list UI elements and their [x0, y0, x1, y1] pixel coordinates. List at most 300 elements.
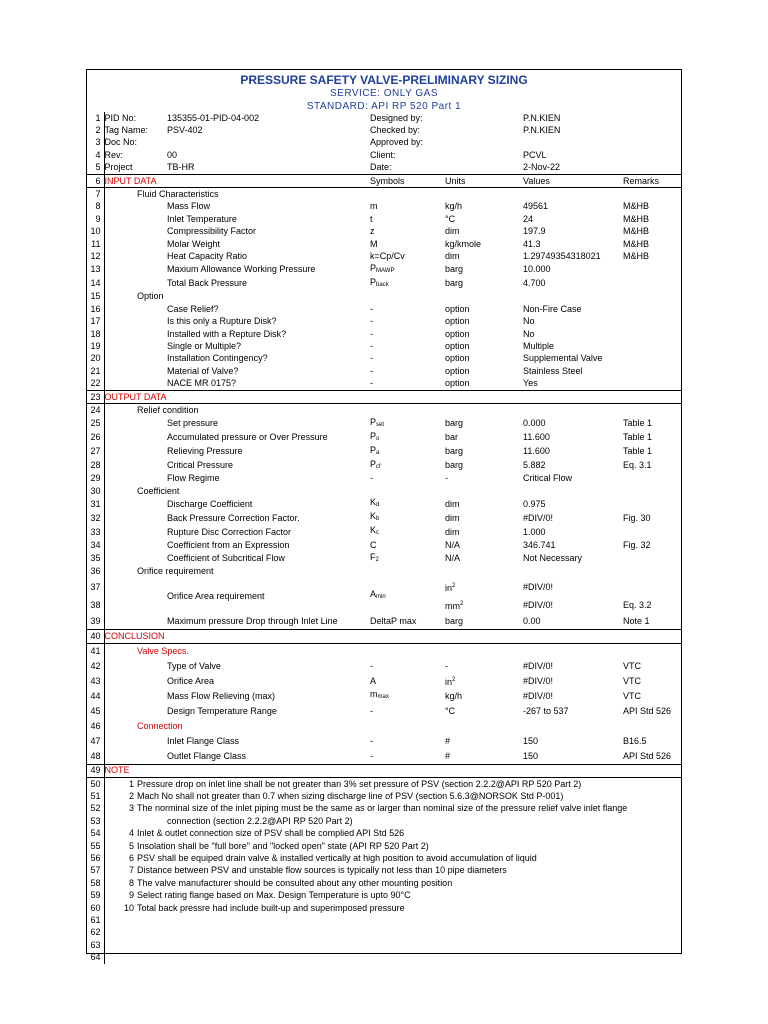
value-cell: Multiple: [523, 340, 555, 351]
col-units: Units: [445, 175, 466, 186]
symbol-cell: -: [370, 340, 374, 351]
indent-cell: [104, 201, 167, 213]
symbol-cell: [370, 578, 445, 614]
unit-cell: dim: [445, 498, 460, 509]
value-cell: #DIV/0!: [523, 675, 554, 686]
col-values: Values: [523, 175, 550, 186]
value-cell: #DIV/0!: [523, 690, 554, 701]
row-number: 40: [86, 630, 104, 643]
note-text: Distance between PSV and unstable flow sources is typically not less than 10 pipe diameters: [137, 865, 507, 876]
symbol-cell: [370, 497, 445, 511]
value-cell: Not Necessary: [523, 553, 583, 564]
unit-cell: N/A: [445, 540, 461, 551]
unit-main: in: [445, 676, 453, 687]
row-number: 32: [86, 511, 104, 525]
note-number: 9: [128, 890, 134, 901]
row-number: 23: [86, 390, 104, 403]
row-number: 26: [86, 431, 104, 445]
indent-cell: [104, 315, 167, 327]
item-label: Total Back Pressure: [167, 278, 248, 289]
unit-cell: [445, 578, 523, 596]
row-number: 7: [86, 188, 104, 201]
row-number: 18: [86, 328, 104, 340]
meta-value: [167, 137, 370, 149]
note-text: PSV shall be equiped drain valve & installed vertically at high position to avoid accumulation of liquid: [137, 852, 537, 863]
value-cell: 1.29749354318021: [523, 250, 601, 261]
indent-cell: [104, 815, 167, 827]
remark-cell: [623, 497, 682, 511]
row-number: 48: [86, 749, 104, 765]
symbol-cell: [370, 445, 445, 459]
symbol-cell: [370, 263, 445, 277]
symbol-main: K: [370, 525, 377, 536]
table-row: [86, 902, 682, 914]
unit-cell: °C: [445, 213, 456, 224]
item-label: Coefficient from an Expression: [167, 540, 290, 551]
note-number: 8: [128, 877, 134, 888]
row-number: 35: [86, 552, 104, 566]
symbol-subscript: b: [376, 516, 380, 523]
unit-cell: bar: [445, 432, 459, 443]
remark-cell: VTC: [623, 675, 642, 686]
row-number: 24: [86, 404, 104, 417]
item-label: Mass Flow Relieving (max): [167, 690, 276, 701]
indent-cell: [104, 485, 137, 497]
table-row: [86, 250, 682, 262]
row-number: 54: [86, 828, 104, 840]
item-label: Rupture Disc Correction Factor: [167, 526, 292, 537]
table-row: [86, 473, 682, 485]
note-number: 7: [128, 865, 134, 876]
item-label: Critical Pressure: [167, 460, 234, 471]
table-row: [86, 340, 682, 352]
group-label: Fluid Characteristics: [137, 189, 219, 200]
indent-cell: [104, 263, 167, 277]
row-number: 63: [86, 939, 104, 951]
table-row: [86, 578, 682, 596]
row-number: 59: [86, 889, 104, 901]
item-label: Accumulated pressure or Over Pressure: [167, 432, 328, 443]
unit-cell: dim: [445, 226, 460, 237]
symbol-main: P: [370, 444, 377, 455]
value-cell: No: [523, 316, 535, 327]
row-number: 31: [86, 497, 104, 511]
indent-cell: [104, 473, 167, 485]
row-number: 34: [86, 539, 104, 551]
table-row: [86, 485, 682, 497]
meta-value: 135355-01-PID-04-002: [167, 112, 260, 123]
symbol-cell: -: [370, 378, 374, 389]
symbol-cell: -: [370, 660, 374, 671]
unit-superscript: 2: [452, 676, 456, 683]
table-row: [86, 213, 682, 225]
unit-cell: barg: [445, 616, 464, 627]
item-label: Case Relief?: [167, 303, 219, 314]
symbol-subscript: a: [376, 449, 380, 456]
remark-cell: [623, 263, 682, 277]
symbol-main: P: [370, 276, 377, 287]
remark-cell: [623, 578, 682, 596]
symbol-subscript: d: [376, 502, 380, 509]
remark-cell: [623, 552, 682, 566]
symbol-main: K: [370, 497, 377, 508]
group-label: Connection: [137, 720, 183, 731]
table-row: [86, 328, 682, 340]
indent-cell: [104, 445, 167, 459]
symbol-cell: A: [370, 675, 377, 686]
unit-cell: #: [445, 750, 451, 761]
remark-cell: M&HB: [623, 226, 650, 237]
item-label: Orifice Area: [167, 675, 215, 686]
row-number: 38: [86, 596, 104, 614]
table-row: [86, 552, 682, 566]
symbol-subscript: c: [376, 530, 380, 537]
unit-cell: option: [445, 328, 470, 339]
symbol-cell: [370, 552, 445, 566]
table-row: [86, 877, 682, 889]
note-number: 6: [128, 852, 134, 863]
table-row: [86, 459, 682, 473]
unit-cell: N/A: [445, 553, 461, 564]
indent-cell: [104, 365, 167, 377]
remark-cell: [623, 377, 682, 390]
remark-cell: [623, 473, 682, 485]
note-text: Total back pressre had include built-up and superimposed pressure: [137, 902, 405, 913]
note-text: Select rating flange based on Max. Design Temperature is upto 90°C: [137, 890, 411, 901]
row-number: 55: [86, 840, 104, 852]
meta-value-2: P.N.KIEN: [523, 112, 561, 123]
remark-cell: Note 1: [623, 616, 650, 627]
note-number: 10: [123, 902, 134, 913]
group-label: Option: [137, 291, 164, 302]
unit-cell: [445, 674, 523, 689]
meta-label: Tag Name:: [104, 125, 149, 136]
item-label: Relieving Pressure: [167, 446, 243, 457]
indent-cell: [104, 578, 167, 596]
row-number: 39: [86, 614, 104, 630]
col-symbols: Symbols: [370, 175, 405, 186]
meta-value-2: 2-Nov-22: [523, 162, 561, 173]
unit-cell: barg: [445, 264, 464, 275]
meta-value-2: PCVL: [523, 149, 547, 160]
sizing-table: [86, 112, 682, 964]
indent-cell: [104, 659, 167, 674]
indent-cell: [104, 552, 167, 566]
value-cell: 197.9: [523, 226, 546, 237]
value-cell: 11.600: [523, 432, 550, 443]
table-row: [86, 659, 682, 674]
meta-label-2: Approved by:: [370, 137, 424, 148]
service-label: SERVICE: ONLY GAS: [330, 88, 438, 99]
row-number: 64: [86, 951, 104, 963]
row-number: 58: [86, 877, 104, 889]
table-row: [86, 840, 682, 852]
symbol-subscript: MAWP: [376, 267, 395, 274]
table-row: [86, 162, 682, 175]
item-label: Discharge Coefficient: [167, 498, 253, 509]
symbol-cell: [370, 431, 445, 445]
row-number: 27: [86, 445, 104, 459]
note-text: Inlet & outlet connection size of PSV shall be complied API Std 526: [137, 828, 405, 839]
row-number: 15: [86, 291, 104, 303]
value-cell: Non-Fire Case: [523, 303, 582, 314]
remark-cell: [623, 340, 682, 352]
remark-cell: [623, 353, 682, 365]
table-row: [86, 927, 682, 939]
indent-cell: [104, 377, 167, 390]
table-row: [86, 417, 682, 431]
meta-value-2: P.N.KIEN: [523, 125, 561, 136]
table-row: [86, 238, 682, 250]
table-row: [86, 643, 682, 659]
unit-cell: kg/h: [445, 690, 463, 701]
row-number: 17: [86, 315, 104, 327]
note-number: 3: [128, 803, 134, 814]
table-row: [86, 566, 682, 578]
unit-superscript: 2: [452, 582, 456, 589]
table-row: [86, 124, 682, 136]
meta-label-2: Date:: [370, 162, 392, 173]
indent-cell: [104, 525, 167, 539]
item-label: Outlet Flange Class: [167, 750, 247, 761]
table-row: [86, 315, 682, 327]
table-row: [86, 828, 682, 840]
row-number: 53: [86, 815, 104, 827]
value-cell: 0.00: [523, 616, 541, 627]
unit-cell: option: [445, 365, 470, 376]
table-row: [86, 734, 682, 749]
remark-cell: Eq. 3.1: [623, 460, 652, 471]
unit-cell: kg/kmole: [445, 238, 482, 249]
symbol-main: m: [370, 689, 378, 700]
unit-cell: kg/h: [445, 201, 463, 212]
col-remarks: Remarks: [623, 175, 660, 186]
meta-label: Doc No:: [104, 137, 138, 148]
remark-cell: [623, 315, 682, 327]
row-number: 2: [86, 124, 104, 136]
remark-cell: [623, 365, 682, 377]
table-row: [86, 719, 682, 734]
row-number: 62: [86, 927, 104, 939]
table-row: [86, 865, 682, 877]
row-number: 33: [86, 525, 104, 539]
indent-cell: [104, 213, 167, 225]
indent-cell: [104, 417, 167, 431]
row-number: 22: [86, 377, 104, 390]
table-row: [86, 497, 682, 511]
symbol-cell: [370, 277, 445, 291]
value-cell: 11.600: [523, 446, 550, 457]
value-cell: Critical Flow: [523, 473, 573, 484]
table-row: [86, 263, 682, 277]
symbol-subscript: 2: [375, 556, 379, 563]
value-cell: -267 to 537: [523, 705, 569, 716]
row-number: 44: [86, 689, 104, 704]
value-cell: #DIV/0!: [523, 581, 554, 592]
item-label: Inlet Temperature: [167, 213, 237, 224]
empty-cell: [104, 914, 682, 926]
unit-cell: barg: [445, 418, 464, 429]
row-number: 11: [86, 238, 104, 250]
indent-cell: [104, 719, 137, 734]
row-number: 57: [86, 865, 104, 877]
indent-cell: [104, 497, 167, 511]
table-row: [86, 137, 682, 149]
table-row: [86, 303, 682, 315]
note-number: 4: [128, 828, 134, 839]
row-number: 60: [86, 902, 104, 914]
table-row: [86, 511, 682, 525]
unit-main: in: [445, 582, 453, 593]
indent-cell: [104, 511, 167, 525]
row-number: 41: [86, 643, 104, 659]
meta-label-2: Client:: [370, 149, 396, 160]
symbol-subscript: back: [376, 281, 389, 288]
section-input-data: INPUT DATA: [104, 175, 157, 186]
symbol-main: P: [370, 416, 377, 427]
row-number: 9: [86, 213, 104, 225]
note-text: The norminal size of the inlet piping must be the same as or larger than nominal size of the pressure relief valve inlet flange: [137, 803, 628, 814]
group-label: Valve Specs.: [137, 645, 189, 656]
indent-cell: [104, 566, 137, 578]
meta-value: PSV-402: [167, 125, 203, 136]
item-label: Installation Contingency?: [167, 353, 268, 364]
remark-cell: M&HB: [623, 201, 650, 212]
symbol-cell: -: [370, 316, 374, 327]
row-number: 30: [86, 485, 104, 497]
table-row: [86, 674, 682, 689]
value-cell: 10.000: [523, 264, 551, 275]
note-text: Insolation shall be "full bore" and "locked open" state (API RP 520 Part 2): [137, 840, 429, 851]
item-label: Maxium Allowance Working Pressure: [167, 264, 316, 275]
item-label: Material of Valve?: [167, 365, 239, 376]
item-label: Type of Valve: [167, 660, 221, 671]
item-label: Compressibility Factor: [167, 226, 257, 237]
unit-cell: option: [445, 353, 470, 364]
symbol-cell: [370, 417, 445, 431]
symbol-cell: k=Cp/Cv: [370, 250, 405, 261]
meta-value: 00: [167, 149, 178, 160]
unit-cell: barg: [445, 460, 464, 471]
meta-value-2: [523, 137, 682, 149]
unit-cell: #: [445, 735, 451, 746]
symbol-cell: t: [370, 213, 373, 224]
table-row: [86, 201, 682, 213]
unit-cell: option: [445, 316, 470, 327]
note-text: Mach No shall not greater than 0.7 when sizing discharge line of PSV (section 5.6.3@NORSOK Std P-001): [137, 791, 564, 802]
unit-cell: barg: [445, 446, 464, 457]
symbol-cell: -: [370, 750, 374, 761]
remark-cell: M&HB: [623, 250, 650, 261]
value-cell: 0.975: [523, 498, 546, 509]
value-cell: Supplemental Valve: [523, 353, 603, 364]
table-row: [86, 790, 682, 802]
row-number: 25: [86, 417, 104, 431]
row-number: 19: [86, 340, 104, 352]
remark-cell: API Std 526: [623, 750, 672, 761]
unit-cell: option: [445, 340, 470, 351]
table-row: [86, 365, 682, 377]
row-number: 4: [86, 149, 104, 161]
indent-cell: [104, 704, 167, 719]
remark-cell: [623, 525, 682, 539]
indent-cell: [104, 238, 167, 250]
row-number: 20: [86, 353, 104, 365]
section-output-data: OUTPUT DATA: [104, 391, 167, 402]
remark-cell: VTC: [623, 690, 642, 701]
value-cell: #DIV/0!: [523, 512, 554, 523]
group-label: Coefficient: [137, 485, 180, 496]
table-row: [86, 112, 682, 124]
indent-cell: [104, 749, 167, 765]
item-label: Maximum pressure Drop through Inlet Line: [167, 616, 338, 627]
row-number: 52: [86, 803, 104, 815]
group-label: Relief condition: [137, 404, 199, 415]
note-text-continued: connection (section 2.2.2@API RP 520 Part 2): [167, 815, 353, 826]
item-label: Molar Weight: [167, 238, 220, 249]
remark-cell: Table 1: [623, 446, 653, 457]
row-number: 61: [86, 914, 104, 926]
indent-cell: [104, 277, 167, 291]
symbol-subscript: set: [376, 421, 385, 428]
table-row: [86, 431, 682, 445]
table-row: [86, 630, 682, 643]
symbol-subscript: max: [377, 694, 389, 701]
row-number: 21: [86, 365, 104, 377]
table-row: [86, 445, 682, 459]
symbol-cell: -: [370, 353, 374, 364]
remark-cell: M&HB: [623, 238, 650, 249]
indent-cell: [104, 459, 167, 473]
symbol-cell: -: [370, 473, 374, 484]
table-row: [86, 277, 682, 291]
value-cell: 5.882: [523, 460, 546, 471]
value-cell: #DIV/0!: [523, 599, 554, 610]
section-note: NOTE: [104, 765, 130, 776]
item-label: Coefficient of Subcritical Flow: [167, 553, 285, 564]
unit-superscript: 2: [460, 600, 464, 607]
indent-cell: [104, 188, 137, 201]
unit-cell: dim: [445, 250, 460, 261]
remark-cell: [623, 328, 682, 340]
row-number: 28: [86, 459, 104, 473]
unit-cell: dim: [445, 512, 460, 523]
value-cell: 41.3: [523, 238, 541, 249]
row-number: 10: [86, 226, 104, 238]
value-cell: 1.000: [523, 526, 546, 537]
indent-cell: [104, 539, 167, 551]
table-row: [86, 188, 682, 201]
row-number: 6: [86, 174, 104, 187]
item-label: Mass Flow: [167, 201, 211, 212]
symbol-cell: -: [370, 303, 374, 314]
table-row: [86, 689, 682, 704]
table-row: [86, 149, 682, 161]
table-row: [86, 404, 682, 417]
row-number: 1: [86, 112, 104, 124]
symbol-cell: M: [370, 238, 378, 249]
symbol-subscript: o: [376, 435, 380, 442]
table-row: [86, 749, 682, 765]
symbol-cell: m: [370, 201, 378, 212]
row-number: 42: [86, 659, 104, 674]
unit-cell: barg: [445, 278, 464, 289]
unit-cell: °C: [445, 705, 456, 716]
table-row: [86, 939, 682, 951]
value-cell: 150: [523, 735, 539, 746]
remark-cell: M&HB: [623, 213, 650, 224]
table-row: [86, 914, 682, 926]
